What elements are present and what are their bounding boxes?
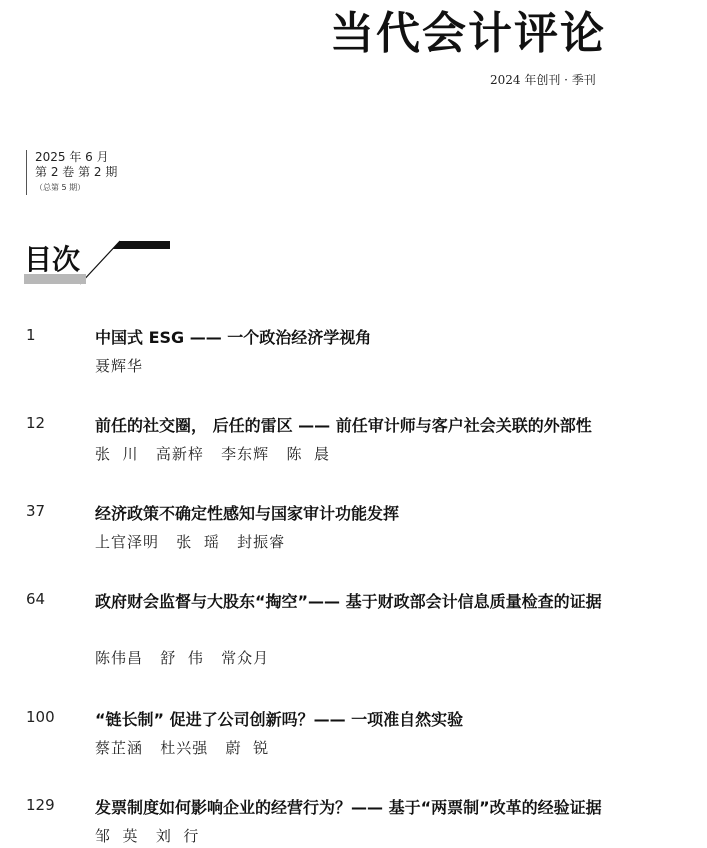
toc-entry[interactable] bbox=[0, 318, 707, 406]
issue-total: （总第 5 期） bbox=[35, 183, 86, 192]
entry-authors: 上官泽明 张 瑶 封振睿 bbox=[95, 533, 286, 551]
issue-volume: 第 2 卷 第 2 期 bbox=[35, 165, 118, 179]
entry-title[interactable]: 发票制度如何影响企业的经营行为？—— 基于“两票制”改革的经验证据 bbox=[95, 798, 602, 817]
toc-entry[interactable] bbox=[0, 582, 707, 700]
entry-page-number: 64 bbox=[26, 590, 46, 608]
toc-entry[interactable] bbox=[0, 494, 707, 582]
entry-page-number: 1 bbox=[26, 326, 36, 344]
entry-page-number: 100 bbox=[26, 708, 55, 726]
entry-title[interactable]: 政府财会监督与大股东“掏空”—— 基于财政部会计信息质量检查的证据 bbox=[95, 592, 602, 611]
entry-title[interactable]: 经济政策不确定性感知与国家审计功能发挥 bbox=[95, 504, 400, 523]
toc-entry[interactable] bbox=[0, 700, 707, 788]
entry-authors: 蔡芷涵 杜兴强 蔚 锐 bbox=[95, 739, 270, 757]
entry-page-number: 37 bbox=[26, 502, 46, 520]
entry-title[interactable]: “链长制” 促进了公司创新吗？—— 一项准自然实验 bbox=[95, 710, 464, 729]
entry-title[interactable]: 中国式 ESG —— 一个政治经济学视角 bbox=[95, 328, 372, 347]
entry-page-number: 12 bbox=[26, 414, 46, 432]
toc-entry[interactable] bbox=[0, 788, 707, 848]
entry-authors: 邹 英 刘 行 bbox=[95, 827, 200, 845]
entry-page-number: 129 bbox=[26, 796, 55, 814]
toc-entry[interactable] bbox=[0, 406, 707, 494]
entry-title[interactable]: 前任的社交圈， 后任的雷区 —— 前任审计师与客户社会关联的外部性 bbox=[95, 416, 592, 435]
toc-heading-label: 目次 bbox=[24, 243, 81, 276]
toc-heading bbox=[24, 230, 184, 290]
issue-date: 2025 年 6 月 bbox=[35, 150, 109, 164]
toc-list bbox=[0, 318, 707, 848]
journal-subtitle: 2024 年创刊 · 季刊 bbox=[490, 73, 596, 87]
entry-authors: 张 川 高新梓 李东辉 陈 晨 bbox=[95, 445, 330, 463]
journal-title: 当代会计评论 bbox=[330, 8, 606, 59]
entry-authors: 聂辉华 bbox=[95, 357, 144, 375]
issue-info bbox=[26, 150, 117, 195]
entry-authors: 陈伟昌 舒 伟 常众月 bbox=[95, 649, 270, 667]
